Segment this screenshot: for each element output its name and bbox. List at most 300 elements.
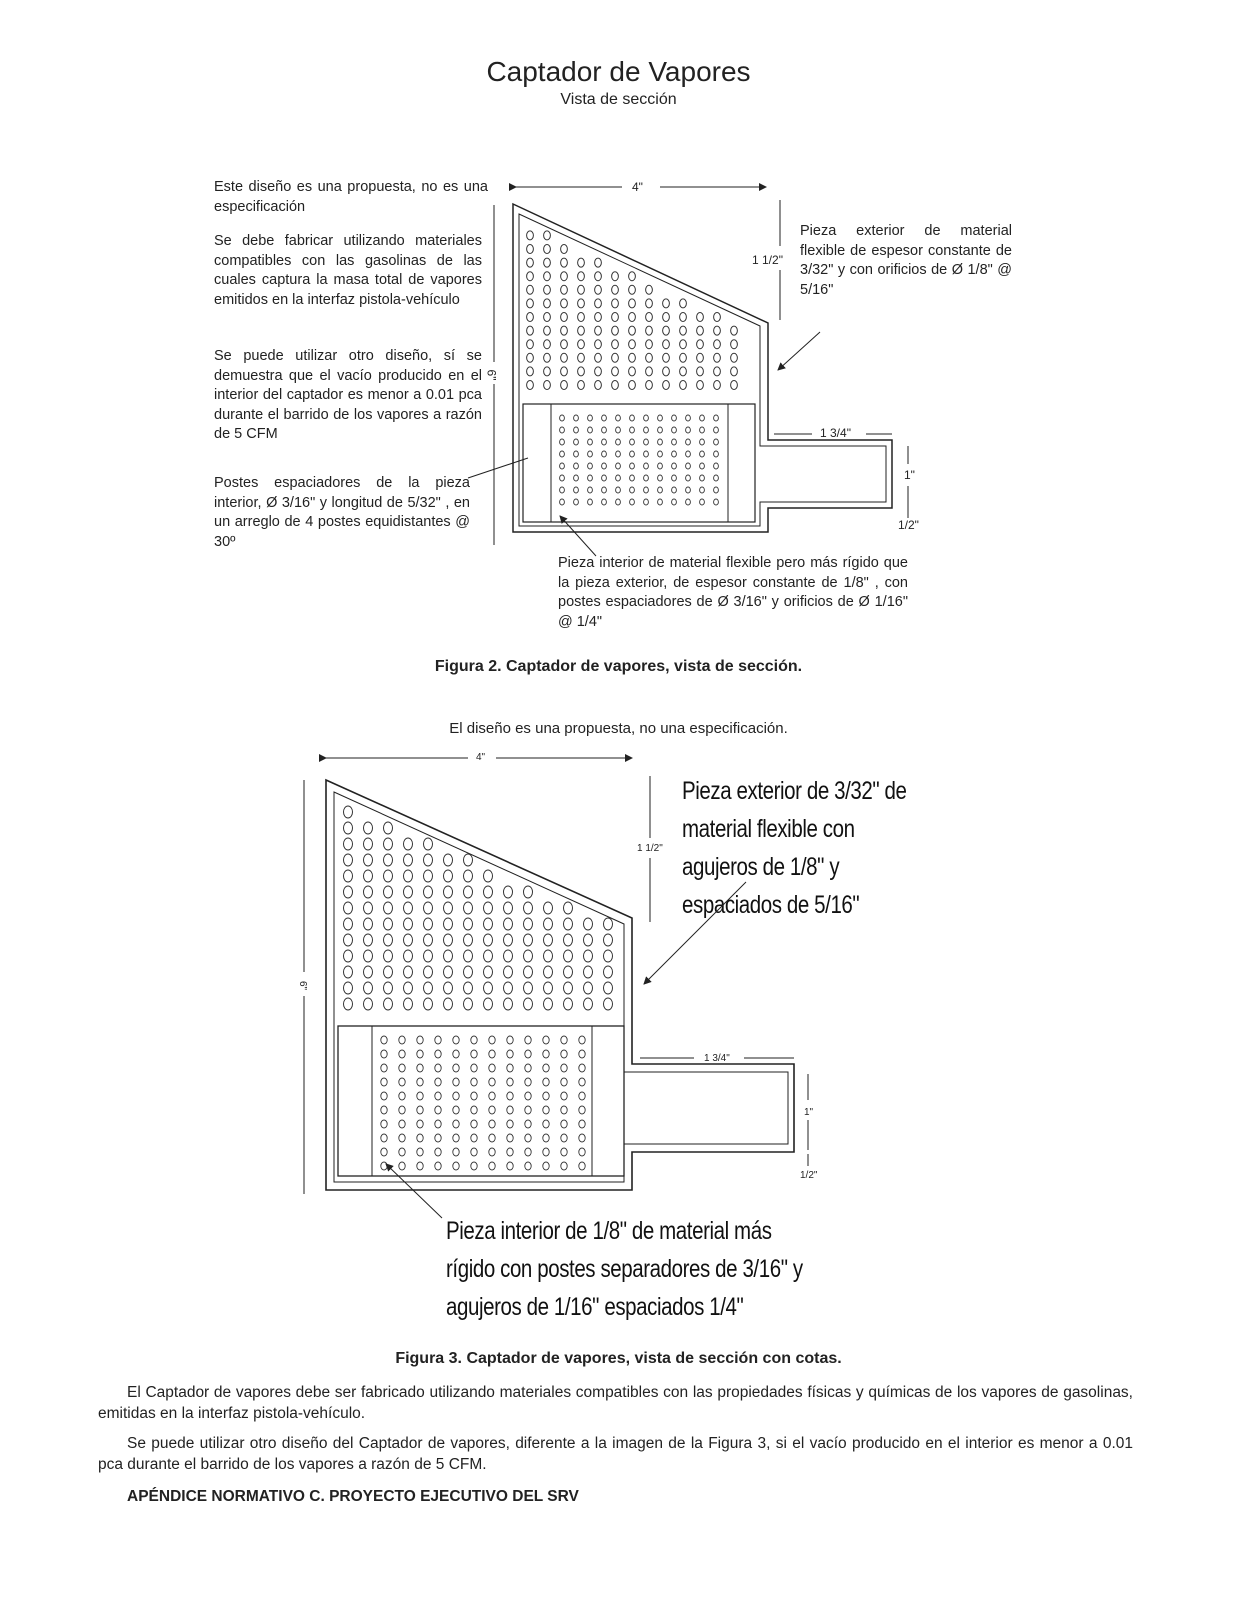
hole-mark [680, 340, 687, 349]
hole-mark [714, 340, 721, 349]
inner-hole-mark [399, 1050, 405, 1058]
inner-hole-mark [686, 475, 691, 481]
hole-mark [484, 982, 493, 994]
fig2-interior-note: Pieza interior de material flexible pero más rígido que la pieza exterior, de espesor constante de 1/8" , con postes espaciadores de Ø 3/16" y orificios de Ø 1/16" @ 1/4" [558, 555, 908, 630]
inner-hole-mark [471, 1120, 477, 1128]
hole-mark [464, 870, 473, 882]
inner-hole-mark [507, 1148, 513, 1156]
hole-mark [629, 272, 636, 281]
inner-hole-mark [543, 1120, 549, 1128]
hole-mark [464, 854, 473, 866]
inner-hole-mark [543, 1106, 549, 1114]
hole-mark [524, 982, 533, 994]
hole-mark [612, 299, 619, 308]
hole-mark [444, 854, 453, 866]
hole-mark [629, 326, 636, 335]
inner-hole-mark [471, 1092, 477, 1100]
fig2-note-3: Se puede utilizar otro diseño, sí se demuestra que el vacío producido en el interior del captador es menor a 0.01 pca durante el barrido de los vapores a razón de 5 CFM [214, 348, 482, 442]
inner-hole-mark [489, 1162, 495, 1170]
hole-mark [444, 950, 453, 962]
hole-mark [584, 998, 593, 1010]
inner-hole-mark [543, 1134, 549, 1142]
hole-mark [384, 966, 393, 978]
inner-hole-mark [471, 1064, 477, 1072]
inner-hole-mark [616, 463, 621, 469]
inner-hole-mark [561, 1064, 567, 1072]
hole-mark [484, 886, 493, 898]
inner-hole-mark [561, 1120, 567, 1128]
hole-mark [527, 299, 534, 308]
fig2-note-2: Se debe fabricar utilizando materiales compatibles con las gasolinas de las cuales captura la masa total de vapores emitidos en la interfaz pistola-vehículo [214, 233, 482, 308]
inner-hole-mark [435, 1134, 441, 1142]
hole-mark [344, 966, 353, 978]
inner-hole-mark [525, 1162, 531, 1170]
hole-mark [524, 966, 533, 978]
inner-hole-mark [453, 1134, 459, 1142]
hole-mark [731, 340, 738, 349]
body-paragraph-1: El Captador de vapores debe ser fabricado utilizando materiales compatibles con las propiedades físicas y químicas de los vapores de gasolinas, emitidas en la interfaz pistola-vehículo. [98, 1384, 1133, 1422]
hole-mark [364, 838, 373, 850]
inner-hole-mark [381, 1120, 387, 1128]
inner-hole-mark [560, 427, 565, 433]
inner-hole-mark [714, 439, 719, 445]
hole-mark [561, 367, 568, 376]
hole-mark [731, 353, 738, 362]
inner-hole-mark [644, 463, 649, 469]
hole-mark [364, 934, 373, 946]
inner-hole-mark [543, 1162, 549, 1170]
hole-mark [680, 313, 687, 322]
inner-hole-mark [644, 475, 649, 481]
inner-hole-mark [574, 415, 579, 421]
hole-mark [364, 870, 373, 882]
hole-mark [424, 950, 433, 962]
hole-mark [595, 381, 602, 390]
hole-mark [584, 982, 593, 994]
hole-mark [424, 870, 433, 882]
hole-mark [484, 870, 493, 882]
hole-mark [527, 258, 534, 267]
inner-hole-mark [417, 1120, 423, 1128]
fig2-dim-height: 6" [484, 369, 499, 381]
hole-mark [544, 998, 553, 1010]
inner-hole-mark [489, 1148, 495, 1156]
inner-hole-mark [579, 1106, 585, 1114]
inner-hole-mark [507, 1106, 513, 1114]
hole-mark [424, 854, 433, 866]
inner-hole-mark [672, 439, 677, 445]
inner-hole-mark [471, 1162, 477, 1170]
hole-mark [544, 367, 551, 376]
hole-mark [646, 353, 653, 362]
inner-hole-mark [630, 487, 635, 493]
hole-mark [714, 326, 721, 335]
inner-hole-mark [588, 439, 593, 445]
inner-hole-mark [489, 1064, 495, 1072]
inner-hole-mark [471, 1050, 477, 1058]
inner-hole-mark [561, 1134, 567, 1142]
inner-hole-mark [602, 427, 607, 433]
inner-hole-mark [560, 499, 565, 505]
hole-mark [524, 886, 533, 898]
inner-hole-mark [602, 463, 607, 469]
hole-mark [663, 353, 670, 362]
inner-hole-mark [630, 415, 635, 421]
inner-hole-mark [616, 475, 621, 481]
hole-mark [714, 367, 721, 376]
hole-mark [504, 966, 513, 978]
hole-mark [680, 299, 687, 308]
inner-hole-mark [543, 1092, 549, 1100]
hole-mark [544, 950, 553, 962]
hole-mark [561, 353, 568, 362]
inner-hole-mark [700, 427, 705, 433]
inner-hole-mark [630, 427, 635, 433]
hole-mark [714, 381, 721, 390]
hole-mark [604, 918, 613, 930]
inner-hole-mark [714, 499, 719, 505]
inner-hole-mark [560, 439, 565, 445]
hole-mark [646, 299, 653, 308]
hole-mark [364, 950, 373, 962]
inner-hole-mark [489, 1078, 495, 1086]
fig3-dim-bottom: 1/2" [800, 1170, 818, 1181]
hole-mark [384, 934, 393, 946]
hole-mark [604, 966, 613, 978]
hole-mark [561, 381, 568, 390]
inner-hole-mark [507, 1134, 513, 1142]
inner-hole-mark [574, 499, 579, 505]
inner-hole-mark [588, 451, 593, 457]
hole-mark [504, 998, 513, 1010]
hole-mark [527, 285, 534, 294]
page-footer: APÉNDICE NORMATIVO C. PROYECTO EJECUTIVO DEL SRV [127, 1488, 579, 1505]
fig2-dim-outlet-length: 1 3/4" [820, 426, 851, 440]
inner-hole-mark [700, 415, 705, 421]
inner-hole-mark [543, 1148, 549, 1156]
hole-mark [384, 822, 393, 834]
inner-hole-mark [525, 1148, 531, 1156]
inner-hole-mark [574, 427, 579, 433]
inner-hole-mark [525, 1050, 531, 1058]
hole-mark [604, 998, 613, 1010]
fig2-note-1: Este diseño es una propuesta, no es una especificación [214, 179, 488, 215]
inner-hole-mark [525, 1134, 531, 1142]
hole-mark [544, 381, 551, 390]
inner-hole-mark [399, 1092, 405, 1100]
hole-mark [561, 272, 568, 281]
hole-mark [404, 966, 413, 978]
inner-hole-mark [579, 1134, 585, 1142]
inner-hole-mark [686, 451, 691, 457]
hole-mark [384, 950, 393, 962]
hole-mark [680, 326, 687, 335]
hole-mark [544, 902, 553, 914]
hole-mark [527, 326, 534, 335]
hole-mark [561, 299, 568, 308]
hole-mark [544, 982, 553, 994]
fig3-intro: El diseño es una propuesta, no una especificación. [449, 720, 788, 737]
hole-mark [578, 381, 585, 390]
inner-hole-mark [700, 475, 705, 481]
hole-mark [544, 340, 551, 349]
hole-mark [646, 381, 653, 390]
hole-mark [344, 934, 353, 946]
inner-hole-mark [672, 499, 677, 505]
hole-mark [527, 367, 534, 376]
inner-hole-mark [381, 1134, 387, 1142]
inner-hole-mark [672, 451, 677, 457]
hole-mark [384, 870, 393, 882]
hole-mark [612, 285, 619, 294]
inner-hole-mark [525, 1120, 531, 1128]
hole-mark [464, 918, 473, 930]
inner-hole-mark [381, 1064, 387, 1072]
inner-hole-mark [507, 1162, 513, 1170]
hole-mark [697, 340, 704, 349]
hole-mark [612, 313, 619, 322]
hole-mark [484, 950, 493, 962]
inner-hole-mark [399, 1148, 405, 1156]
hole-mark [646, 313, 653, 322]
hole-mark [697, 367, 704, 376]
inner-hole-mark [471, 1148, 477, 1156]
hole-mark [680, 381, 687, 390]
hole-mark [484, 902, 493, 914]
inner-hole-mark [658, 451, 663, 457]
inner-hole-mark [574, 463, 579, 469]
inner-hole-mark [435, 1092, 441, 1100]
inner-hole-mark [453, 1064, 459, 1072]
hole-mark [444, 870, 453, 882]
inner-hole-mark [561, 1106, 567, 1114]
inner-hole-mark [435, 1064, 441, 1072]
hole-mark [584, 966, 593, 978]
inner-hole-mark [602, 499, 607, 505]
inner-hole-mark [588, 427, 593, 433]
inner-hole-mark [579, 1162, 585, 1170]
hole-mark [524, 998, 533, 1010]
fig2-caption: Figura 2. Captador de vapores, vista de sección. [434, 658, 803, 675]
inner-hole-mark [658, 427, 663, 433]
inner-hole-mark [630, 499, 635, 505]
inner-hole-mark [602, 451, 607, 457]
inner-hole-mark [714, 451, 719, 457]
inner-hole-mark [417, 1148, 423, 1156]
hole-mark [364, 998, 373, 1010]
hole-mark [424, 902, 433, 914]
inner-hole-mark [672, 427, 677, 433]
fig3-drawing [326, 780, 794, 1190]
inner-hole-mark [417, 1064, 423, 1072]
hole-mark [561, 285, 568, 294]
inner-hole-mark [700, 439, 705, 445]
inner-hole-mark [616, 487, 621, 493]
inner-hole-mark [435, 1050, 441, 1058]
hole-mark [344, 902, 353, 914]
inner-hole-mark [381, 1148, 387, 1156]
hole-mark [444, 886, 453, 898]
inner-hole-mark [561, 1036, 567, 1044]
hole-mark [384, 838, 393, 850]
inner-hole-mark [700, 499, 705, 505]
hole-mark [731, 326, 738, 335]
inner-hole-mark [630, 463, 635, 469]
hole-mark [464, 966, 473, 978]
inner-hole-mark [399, 1064, 405, 1072]
hole-mark [595, 340, 602, 349]
inner-hole-mark [453, 1050, 459, 1058]
fig3-interior-note: Pieza interior de 1/8" de material más rígido con postes separadores de 3/16" y agujeros de 1/16" espaciados 1/4" [446, 1217, 803, 1321]
hole-mark [527, 272, 534, 281]
inner-hole-mark [658, 475, 663, 481]
hole-mark [504, 902, 513, 914]
hole-mark [484, 918, 493, 930]
hole-mark [595, 285, 602, 294]
document-title: Captador de Vapores [486, 56, 751, 87]
inner-hole-mark [471, 1134, 477, 1142]
hole-mark [714, 353, 721, 362]
hole-mark [731, 381, 738, 390]
hole-mark [444, 934, 453, 946]
inner-hole-mark [574, 475, 579, 481]
fig3-dim-height: 6" [297, 980, 309, 991]
inner-hole-mark [714, 487, 719, 493]
hole-mark [384, 998, 393, 1010]
hole-mark [595, 258, 602, 267]
hole-mark [612, 272, 619, 281]
inner-hole-mark [579, 1148, 585, 1156]
hole-mark [629, 353, 636, 362]
hole-mark [364, 902, 373, 914]
hole-mark [344, 982, 353, 994]
hole-mark [364, 822, 373, 834]
inner-hole-mark [630, 475, 635, 481]
inner-hole-mark [616, 439, 621, 445]
inner-hole-mark [489, 1134, 495, 1142]
hole-mark [612, 381, 619, 390]
hole-mark [344, 806, 353, 818]
inner-hole-mark [686, 499, 691, 505]
inner-hole-mark [417, 1092, 423, 1100]
inner-hole-mark [560, 475, 565, 481]
hole-mark [424, 966, 433, 978]
inner-hole-mark [417, 1050, 423, 1058]
inner-hole-mark [525, 1078, 531, 1086]
inner-hole-mark [588, 499, 593, 505]
hole-mark [629, 285, 636, 294]
hole-mark [404, 934, 413, 946]
hole-mark [444, 918, 453, 930]
hole-mark [561, 245, 568, 254]
inner-hole-mark [435, 1148, 441, 1156]
hole-mark [578, 367, 585, 376]
hole-mark [484, 966, 493, 978]
inner-hole-mark [399, 1120, 405, 1128]
inner-hole-mark [574, 487, 579, 493]
inner-hole-mark [381, 1078, 387, 1086]
inner-hole-mark [686, 463, 691, 469]
hole-mark [544, 285, 551, 294]
inner-hole-mark [714, 475, 719, 481]
hole-mark [663, 326, 670, 335]
inner-hole-mark [543, 1050, 549, 1058]
inner-hole-mark [616, 451, 621, 457]
hole-mark [464, 934, 473, 946]
hole-mark [404, 902, 413, 914]
fig3-dim-outlet-height: 1" [804, 1107, 814, 1118]
inner-hole-mark [579, 1078, 585, 1086]
hole-mark [524, 934, 533, 946]
hole-mark [612, 367, 619, 376]
hole-mark [561, 326, 568, 335]
hole-mark [604, 934, 613, 946]
fig3-holes [344, 806, 613, 1170]
inner-hole-mark [574, 439, 579, 445]
hole-mark [578, 285, 585, 294]
hole-mark [344, 998, 353, 1010]
hole-mark [344, 870, 353, 882]
inner-hole-mark [561, 1050, 567, 1058]
document-subtitle: Vista de sección [560, 91, 677, 108]
inner-hole-mark [686, 439, 691, 445]
hole-mark [564, 918, 573, 930]
hole-mark [464, 998, 473, 1010]
inner-hole-mark [686, 427, 691, 433]
hole-mark [584, 934, 593, 946]
hole-mark [344, 854, 353, 866]
hole-mark [384, 902, 393, 914]
inner-hole-mark [602, 487, 607, 493]
inner-hole-mark [381, 1050, 387, 1058]
hole-mark [344, 950, 353, 962]
hole-mark [384, 982, 393, 994]
hole-mark [697, 326, 704, 335]
fig2-dim-bottom: 1/2" [898, 518, 919, 532]
hole-mark [404, 982, 413, 994]
hole-mark [384, 886, 393, 898]
fig3-exterior-note: Pieza exterior de 3/32" de material flexible con agujeros de 1/8" y espaciados de 5/16" [682, 777, 907, 919]
hole-mark [527, 340, 534, 349]
inner-hole-mark [435, 1120, 441, 1128]
hole-mark [731, 367, 738, 376]
hole-mark [404, 854, 413, 866]
hole-mark [544, 313, 551, 322]
fig3-caption: Figura 3. Captador de vapores, vista de sección con cotas. [395, 1350, 842, 1367]
hole-mark [544, 934, 553, 946]
inner-hole-mark [381, 1092, 387, 1100]
inner-hole-mark [700, 463, 705, 469]
hole-mark [584, 918, 593, 930]
hole-mark [364, 854, 373, 866]
inner-hole-mark [417, 1134, 423, 1142]
hole-mark [564, 966, 573, 978]
inner-hole-mark [435, 1078, 441, 1086]
inner-hole-mark [453, 1162, 459, 1170]
inner-hole-mark [489, 1036, 495, 1044]
hole-mark [604, 950, 613, 962]
fig2-dim-outlet-height: 1" [904, 468, 915, 482]
inner-hole-mark [714, 415, 719, 421]
hole-mark [561, 313, 568, 322]
fig3-dimension-lines [304, 758, 808, 1218]
inner-hole-mark [507, 1120, 513, 1128]
hole-mark [629, 381, 636, 390]
inner-hole-mark [700, 451, 705, 457]
hole-mark [629, 340, 636, 349]
inner-hole-mark [525, 1064, 531, 1072]
hole-mark [344, 822, 353, 834]
